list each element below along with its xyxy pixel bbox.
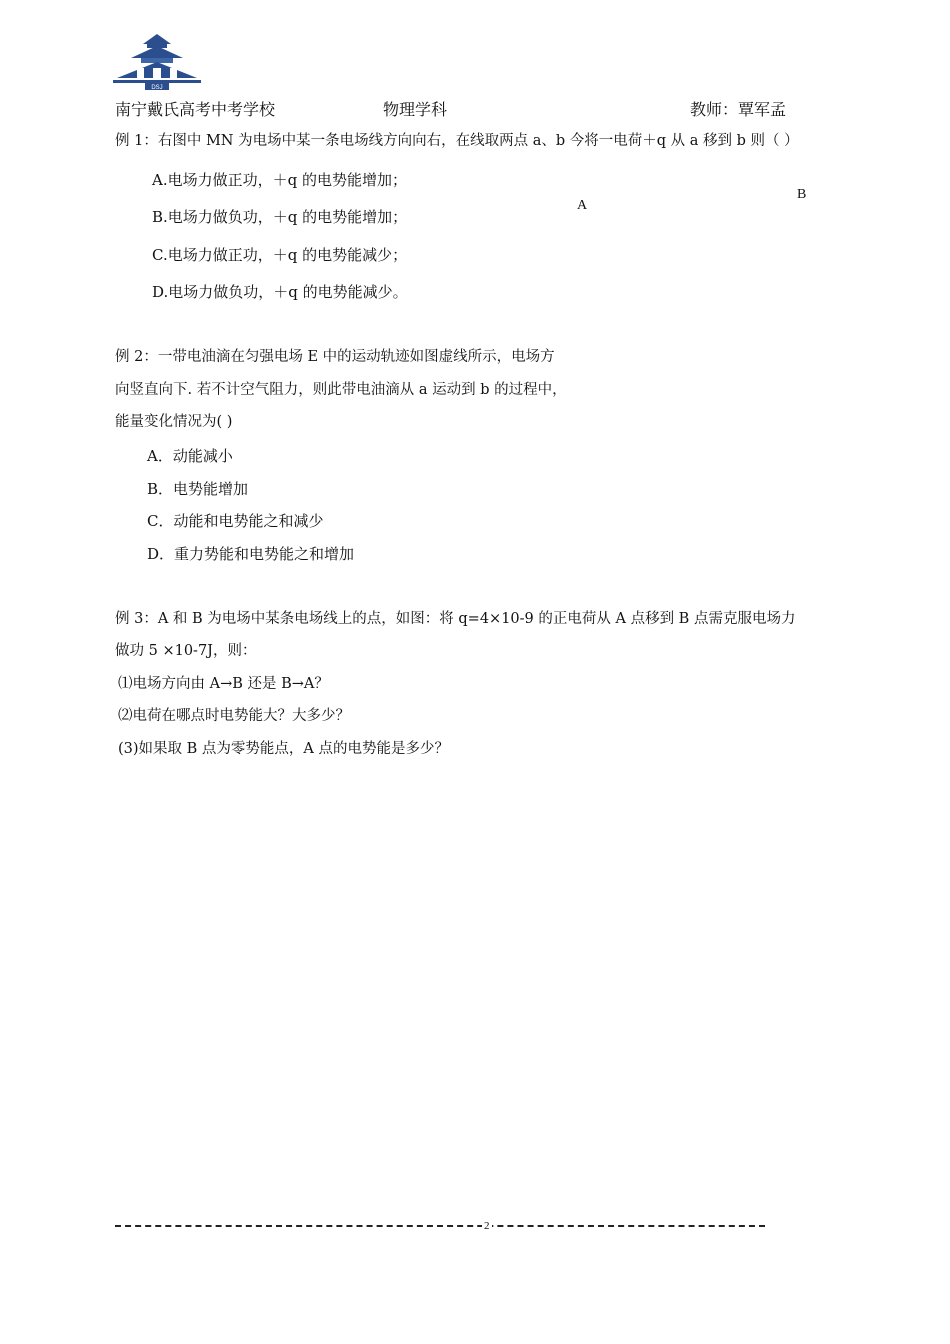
example2-option-d: D．重力势能和电势能之和增加 xyxy=(147,545,355,563)
figure-point-a: A xyxy=(577,198,588,213)
example2-option-a: A．动能减小 xyxy=(147,447,233,465)
page-number: 2 xyxy=(484,1220,490,1232)
example3-sub1: ⑴电场方向由 A→B 还是 B→A？ xyxy=(118,676,329,692)
subject-name: 物理学科 xyxy=(383,100,448,119)
school-logo xyxy=(113,32,201,90)
figure-point-b: B xyxy=(797,187,807,202)
logo-text: DSJ xyxy=(151,85,163,90)
example1-option-a: A.电场力做正功，＋q 的电势能增加； xyxy=(152,171,407,189)
example2-option-b: B．电势能增加 xyxy=(147,480,249,498)
footer-divider xyxy=(115,1225,765,1227)
example1-option-b: B.电场力做负功，＋q 的电势能增加； xyxy=(152,208,408,226)
example2-line1: 例 2：一带电油滴在匀强电场 E 中的运动轨迹如图虚线所示，电场方 xyxy=(115,349,555,365)
example2-option-c: C．动能和电势能之和减少 xyxy=(147,512,324,530)
example2-line3: 能量变化情况为( ) xyxy=(115,414,233,430)
school-name: 南宁戴氏高考中考学校 xyxy=(115,100,276,119)
example3-line2: 做功 5 ×10-7J，则： xyxy=(115,643,257,659)
example3-sub2: ⑵电荷在哪点时电势能大？大多少？ xyxy=(118,708,350,724)
example3-sub3: (3)如果取 B 点为零势能点，A 点的电势能是多少？ xyxy=(118,741,449,757)
example1-option-d: D.电场力做负功，＋q 的电势能减少。 xyxy=(152,283,408,301)
example2-line2: 向竖直向下. 若不计空气阻力，则此带电油滴从 a 运动到 b 的过程中， xyxy=(115,382,567,398)
example1-option-c: C.电场力做正功，＋q 的电势能减少； xyxy=(152,246,408,264)
example3-line1: 例 3：A 和 B 为电场中某条电场线上的点，如图：将 q=4×10-9 的正电荷从 A 点移到 B 点需克服电场力 xyxy=(115,611,796,627)
example1-question: 例 1：右图中 MN 为电场中某一条电场线方向向右，在线取两点 a、b 今将一电荷＋q 从 a 移到 b 则（ ） xyxy=(115,133,799,149)
teacher-name: 教师：覃军孟 xyxy=(690,100,787,119)
